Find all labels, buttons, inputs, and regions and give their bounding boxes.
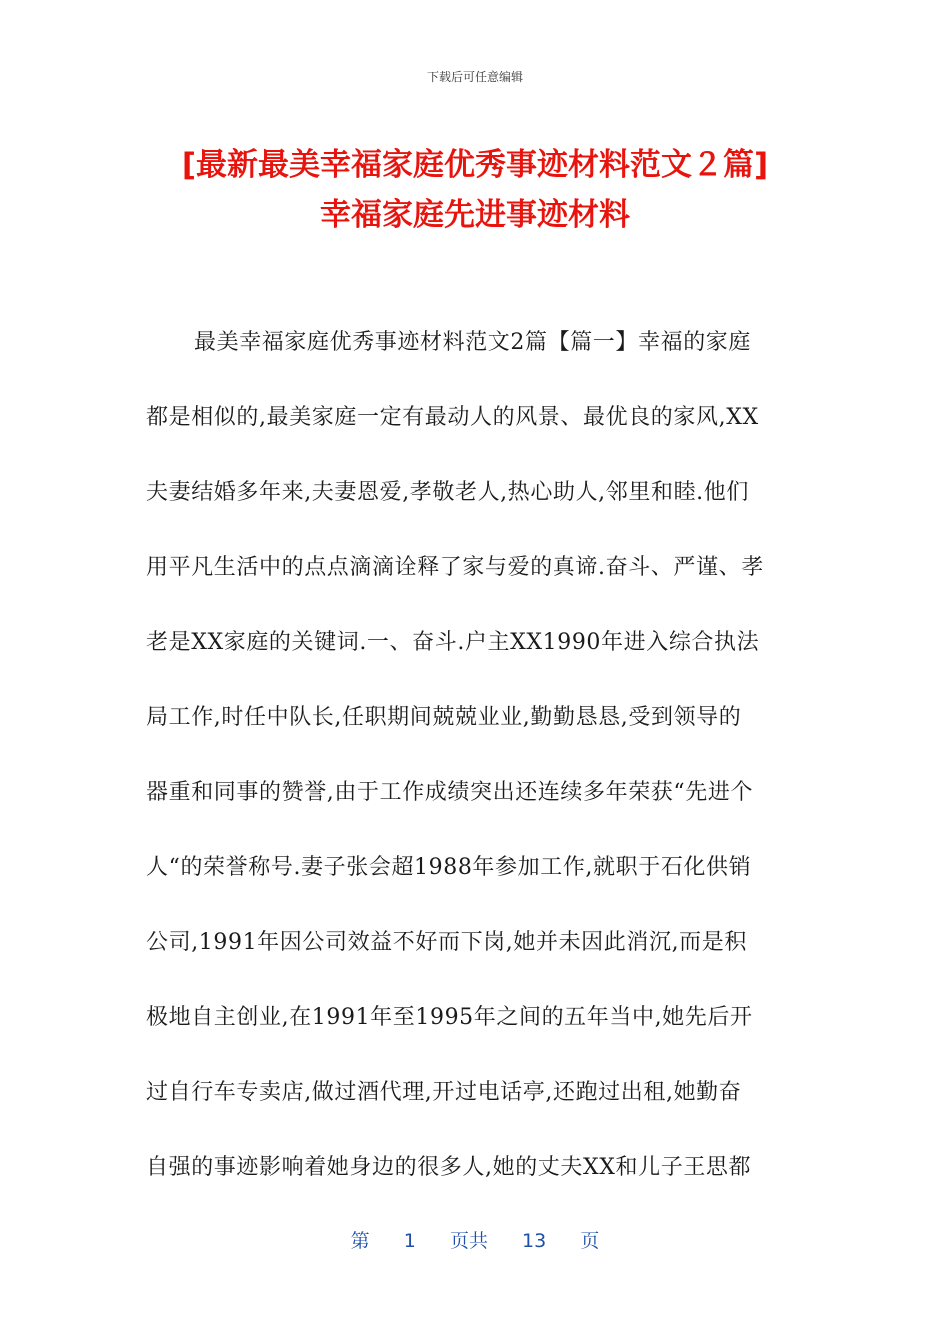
body-line: 极地自主创业,在1991年至1995年之间的五年当中,她先后开 (146, 1005, 753, 1030)
title-line-2: 幸福家庭先进事迹材料 (320, 197, 630, 233)
document-title (80, 140, 870, 240)
body-line: 器重和同事的赞誉,由于工作成绩突出还连续多年荣获“先进个 (146, 780, 754, 805)
footer-prefix: 第 (350, 1230, 370, 1252)
header-note: 下载后可任意编辑 (426, 70, 523, 84)
body-line: 老是XX家庭的关键词.一、奋斗.户主XX1990年进入综合执法 (146, 630, 760, 655)
body-text (146, 318, 808, 1218)
body-line: 都是相似的,最美家庭一定有最动人的风景、最优良的家风,XX (146, 405, 759, 430)
page-footer (0, 1226, 950, 1253)
body-line: 过自行车专卖店,做过酒代理,开过电话亭,还跑过出租,她勤奋 (146, 1080, 742, 1105)
title-line-1: [最新最美幸福家庭优秀事迹材料范文２篇] (181, 147, 769, 183)
body-line: 用平凡生活中的点点滴滴诠释了家与爱的真谛.奋斗、严谨、孝 (146, 555, 764, 580)
body-line: 夫妻结婚多年来,夫妻恩爱,孝敬老人,热心助人,邻里和睦.他们 (146, 480, 749, 505)
footer-total-pages: 13 (522, 1230, 547, 1252)
body-line: 最美幸福家庭优秀事迹材料范文2篇【篇一】幸福的家庭 (194, 330, 751, 355)
body-line: 公司,1991年因公司效益不好而下岗,她并未因此消沉,而是积 (146, 930, 747, 955)
body-line: 人“的荣誉称号.妻子张会超1988年参加工作,就职于石化供销 (146, 855, 752, 880)
footer-suffix: 页 (580, 1230, 600, 1252)
footer-middle: 页共 (449, 1230, 488, 1252)
body-line: 局工作,时任中队长,任职期间兢兢业业,勤勤恳恳,受到领导的 (146, 705, 742, 730)
footer-page-number: 1 (403, 1230, 416, 1252)
body-line: 自强的事迹影响着她身边的很多人,她的丈夫XX和儿子王思都 (146, 1155, 752, 1180)
